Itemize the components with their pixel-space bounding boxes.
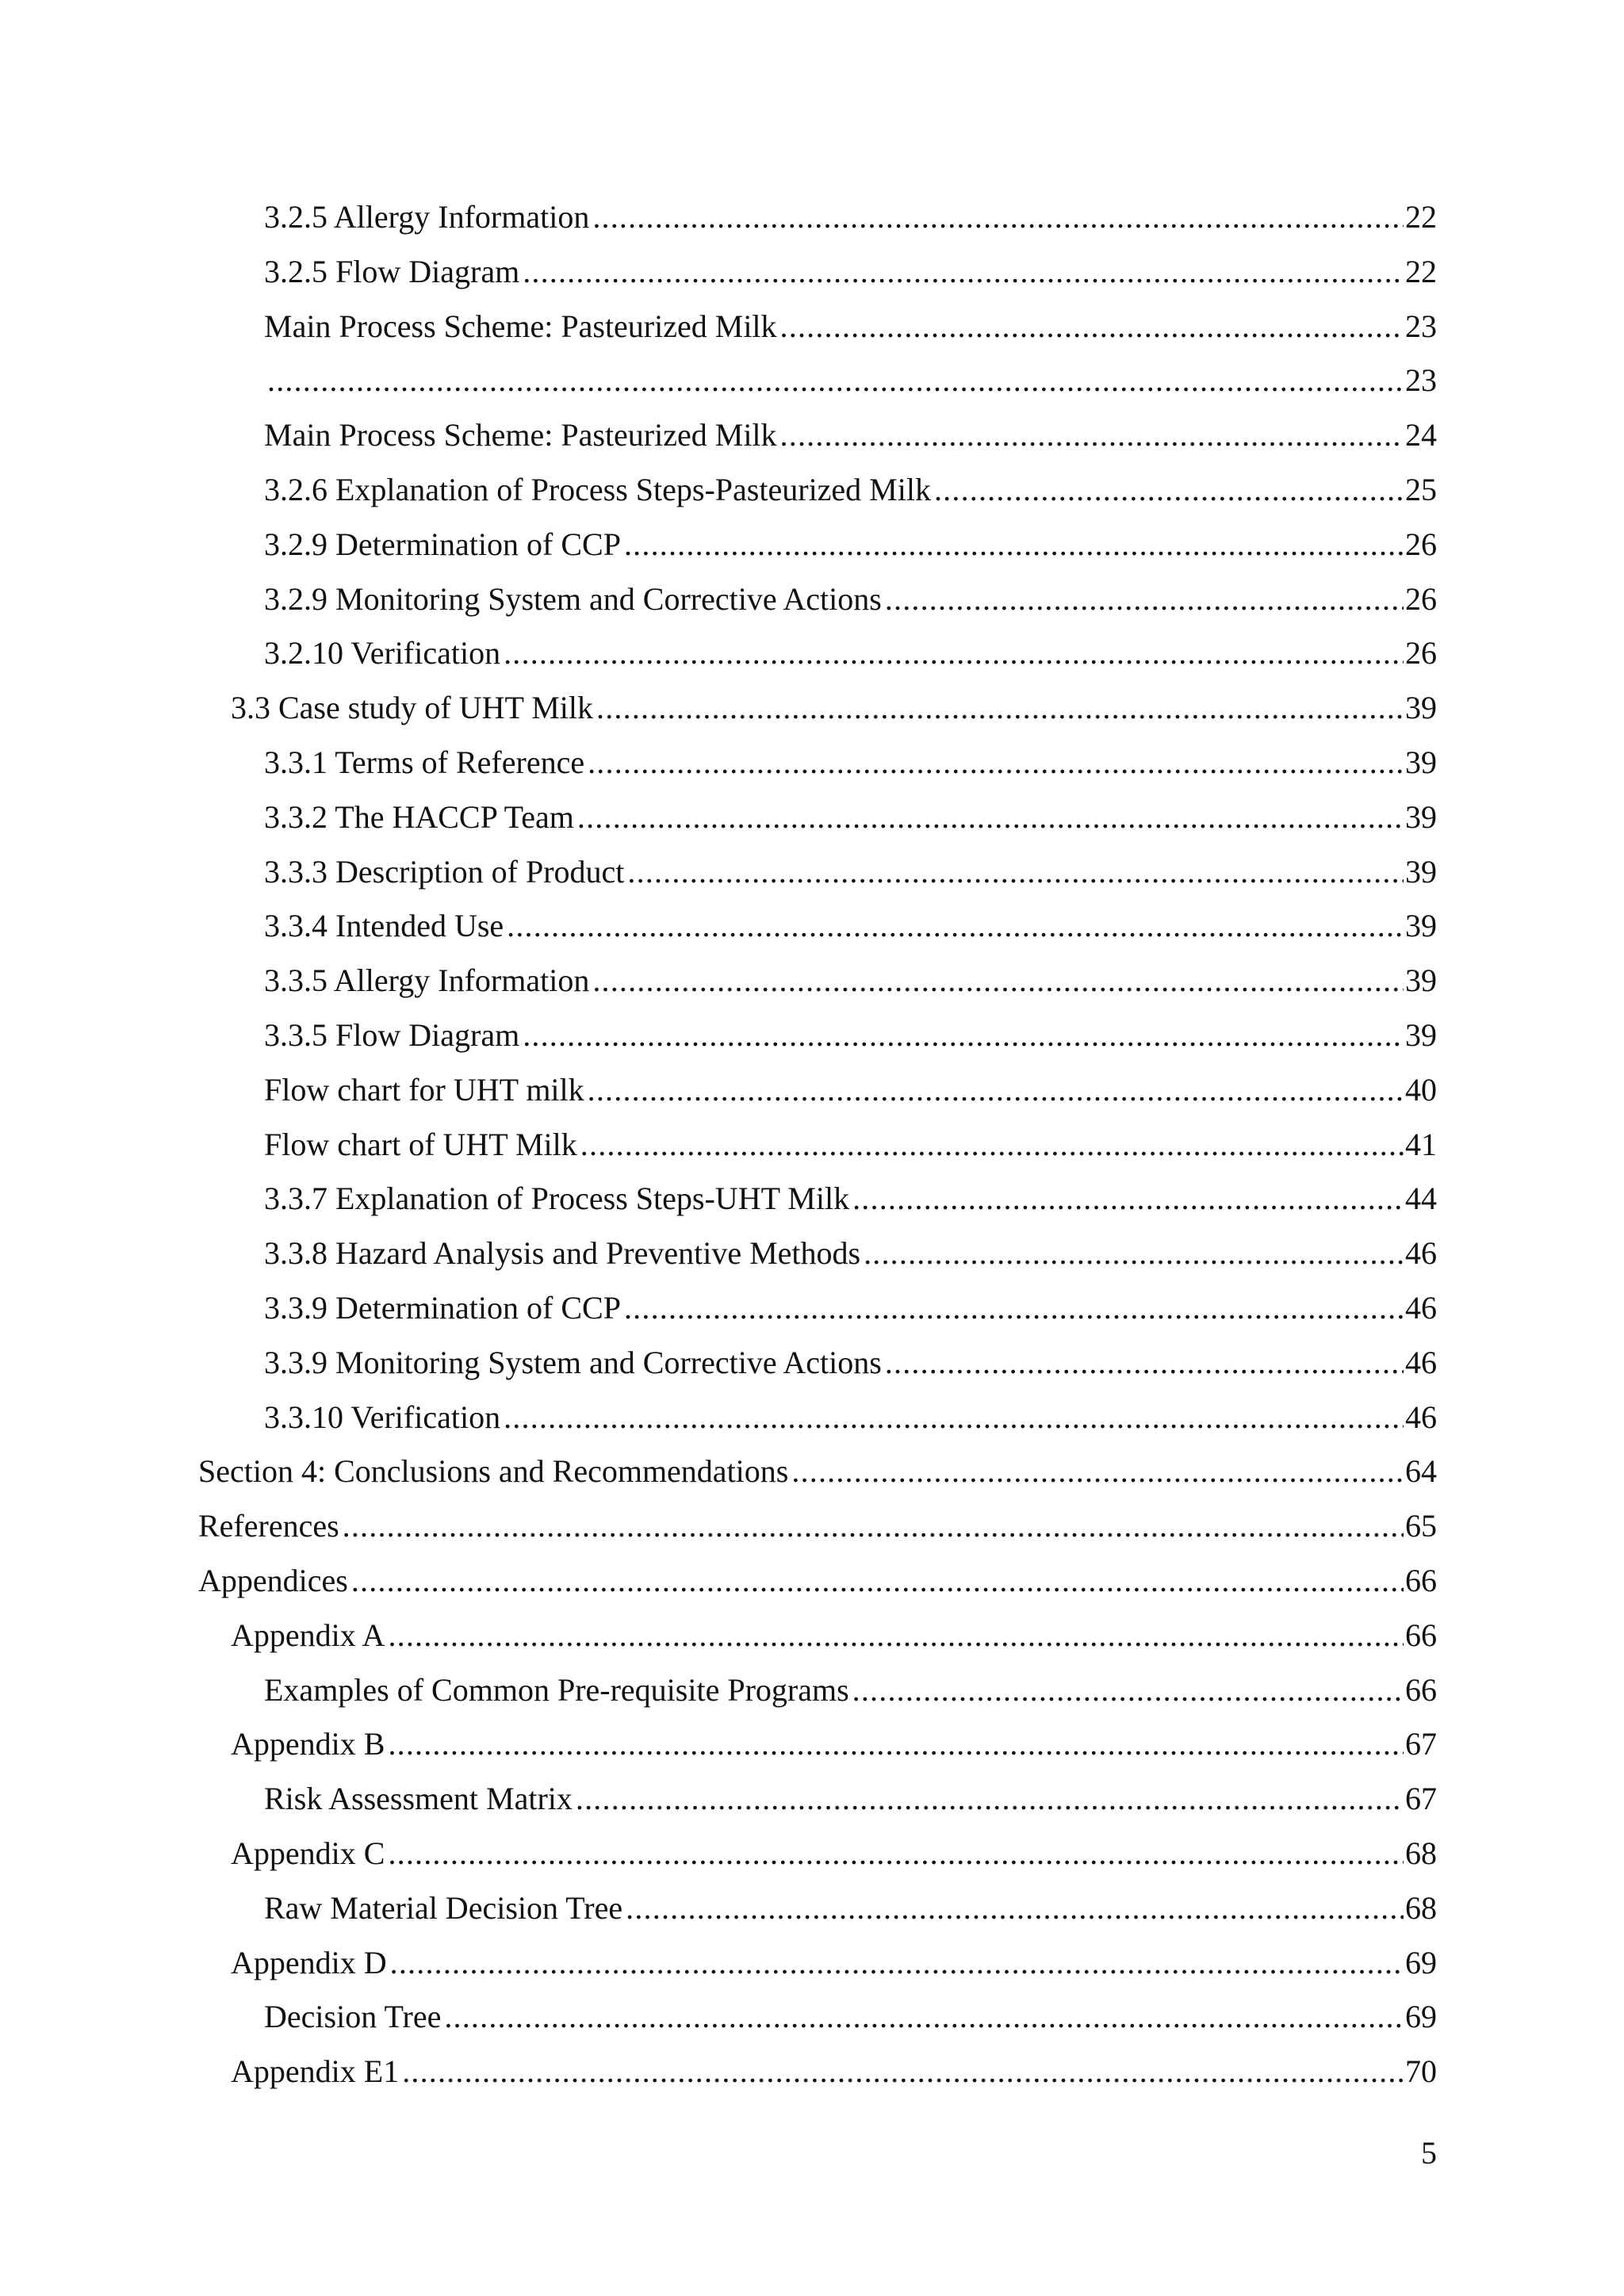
toc-entry-label: Decision Tree [264, 1999, 442, 2035]
toc-entry-page: 66 [1405, 1671, 1437, 1708]
toc-entry[interactable] [198, 736, 1437, 790]
dot-leader [864, 1226, 1404, 1281]
toc-entry-page: 40 [1405, 1071, 1437, 1108]
dot-leader [351, 1554, 1404, 1609]
toc-entry[interactable] [198, 681, 1437, 736]
toc-entry-page: 44 [1405, 1181, 1437, 1217]
toc-entry-page: 26 [1405, 580, 1437, 617]
toc-entry-page: 46 [1405, 1235, 1437, 1272]
toc-entry-page: 39 [1405, 962, 1437, 999]
toc-entry-label: Appendix C [231, 1835, 385, 1871]
toc-entry[interactable] [198, 1008, 1437, 1063]
toc-entry-label: 3.2.6 Explanation of Process Steps-Pasteurized Milk [264, 471, 931, 507]
dot-leader [885, 572, 1404, 627]
toc-entry[interactable] [198, 1663, 1437, 1718]
toc-entry-page: 46 [1405, 1344, 1437, 1380]
dot-leader [624, 1281, 1404, 1336]
dot-leader [343, 1499, 1404, 1554]
dot-leader [580, 1118, 1404, 1173]
toc-entry-label: Appendix B [231, 1726, 385, 1762]
toc-entry-page: 39 [1405, 853, 1437, 890]
dot-leader [390, 1936, 1404, 1991]
dot-leader [596, 681, 1404, 736]
toc-entry-label: 3.3.1 Terms of Reference [264, 744, 585, 780]
dot-leader [388, 1717, 1404, 1772]
toc-entry-label: 3.2.5 Flow Diagram [264, 253, 520, 289]
dot-leader [523, 245, 1404, 300]
dot-leader [507, 899, 1404, 954]
toc-entry[interactable] [198, 463, 1437, 518]
dot-leader [852, 1663, 1404, 1718]
toc-entry[interactable] [198, 1226, 1437, 1281]
toc-entry-label: 3.3.5 Flow Diagram [264, 1016, 520, 1053]
toc-entry-label: Examples of Common Pre-requisite Programs [264, 1671, 849, 1708]
toc-entry-label: 3.2.10 Verification [264, 635, 501, 672]
toc-entry-page: 39 [1405, 1016, 1437, 1053]
dot-leader [592, 190, 1404, 245]
toc-entry[interactable] [198, 1827, 1437, 1881]
toc-entry-page: 64 [1405, 1453, 1437, 1490]
dot-leader [388, 1609, 1404, 1663]
dot-leader [504, 1391, 1404, 1445]
toc-entry-page: 70 [1405, 2053, 1437, 2090]
dot-leader [934, 463, 1404, 518]
toc-entry-label: References [198, 1508, 339, 1544]
toc-entry[interactable] [198, 1717, 1437, 1772]
toc-entry-label: Appendix E1 [231, 2053, 400, 2090]
toc-entry-page: 25 [1405, 471, 1437, 507]
dot-leader [791, 1445, 1404, 1499]
toc-entry-page: 39 [1405, 744, 1437, 780]
toc-entry-page: 24 [1405, 417, 1437, 453]
dot-leader [780, 408, 1404, 463]
toc-entry[interactable] [198, 626, 1437, 681]
dot-leader [402, 2045, 1404, 2099]
toc-entry[interactable] [198, 2045, 1437, 2099]
toc-entry-label: Main Process Scheme: Pasteurized Milk [264, 308, 777, 344]
toc-entry[interactable] [198, 245, 1437, 300]
toc-entry-page: 67 [1405, 1726, 1437, 1762]
dot-leader [504, 626, 1404, 681]
toc-entry-page: 68 [1405, 1889, 1437, 1926]
toc-entry[interactable] [198, 1118, 1437, 1173]
dot-leader [780, 300, 1404, 354]
toc-entry-page: 23 [1405, 308, 1437, 344]
toc-entry-label: Raw Material Decision Tree [264, 1889, 623, 1926]
toc-entry[interactable] [198, 1990, 1437, 2045]
toc-entry-label: 3.3.3 Description of Product [264, 853, 625, 890]
toc-entry-label: 3.3.4 Intended Use [264, 908, 504, 944]
dot-leader [523, 1008, 1404, 1063]
toc-entry-page: 22 [1405, 199, 1437, 235]
toc-entry-page: 66 [1405, 1617, 1437, 1653]
toc-entry[interactable] [198, 899, 1437, 954]
toc-entry-label: Main Process Scheme: Pasteurized Milk [264, 417, 777, 453]
table-of-contents [198, 190, 1437, 2099]
toc-entry-label: 3.3.9 Determination of CCP [264, 1289, 621, 1326]
toc-entry-label: Appendix D [231, 1944, 387, 1980]
toc-entry[interactable] [198, 954, 1437, 1008]
toc-entry[interactable] [198, 1445, 1437, 1499]
toc-entry-page: 22 [1405, 253, 1437, 289]
toc-entry[interactable] [198, 300, 1437, 354]
toc-entry[interactable] [198, 1554, 1437, 1609]
dot-leader [852, 1172, 1404, 1226]
dot-leader [624, 518, 1404, 572]
toc-entry-page: 26 [1405, 526, 1437, 562]
dot-leader [267, 354, 1404, 408]
toc-entry-page: 39 [1405, 690, 1437, 726]
toc-entry[interactable] [198, 845, 1437, 900]
toc-entry-page: 68 [1405, 1835, 1437, 1871]
toc-entry[interactable] [198, 1063, 1437, 1118]
toc-entry-label: Section 4: Conclusions and Recommendations [198, 1453, 789, 1490]
toc-entry[interactable] [198, 572, 1437, 627]
toc-entry-label: 3.2.5 Allergy Information [264, 199, 590, 235]
toc-entry[interactable] [198, 408, 1437, 463]
toc-entry[interactable] [198, 354, 1437, 408]
toc-entry-page: 67 [1405, 1781, 1437, 1817]
toc-entry-page: 46 [1405, 1289, 1437, 1326]
toc-entry[interactable] [198, 1609, 1437, 1663]
toc-entry[interactable] [198, 1391, 1437, 1445]
toc-entry[interactable] [198, 1172, 1437, 1226]
toc-entry-page: 23 [1405, 362, 1437, 399]
dot-leader [588, 1063, 1404, 1118]
toc-entry-page: 26 [1405, 635, 1437, 672]
dot-leader [388, 1827, 1404, 1881]
toc-entry[interactable] [198, 190, 1437, 245]
toc-entry[interactable] [198, 790, 1437, 845]
toc-entry[interactable] [198, 1936, 1437, 1991]
toc-entry-label: 3.3.2 The HACCP Team [264, 798, 574, 835]
toc-entry-page: 69 [1405, 1999, 1437, 2035]
toc-entry-label: Appendices [198, 1562, 348, 1598]
dot-leader [626, 1881, 1404, 1936]
dot-leader [576, 1772, 1404, 1827]
toc-entry-page: 66 [1405, 1562, 1437, 1598]
toc-entry-label: Appendix A [231, 1617, 385, 1653]
toc-entry-page: 39 [1405, 798, 1437, 835]
toc-entry[interactable] [198, 1336, 1437, 1391]
toc-entry-page: 41 [1405, 1126, 1437, 1162]
toc-entry[interactable] [198, 1499, 1437, 1554]
toc-entry-page: 69 [1405, 1944, 1437, 1980]
toc-entry[interactable] [198, 1772, 1437, 1827]
toc-entry[interactable] [198, 1881, 1437, 1936]
toc-entry[interactable] [198, 1281, 1437, 1336]
toc-entry-label: 3.3.8 Hazard Analysis and Preventive Methods [264, 1235, 861, 1272]
toc-entry-label: 3.3.9 Monitoring System and Corrective Actions [264, 1344, 882, 1380]
toc-entry-label: Flow chart for UHT milk [264, 1071, 584, 1108]
toc-entry-label: 3.3.10 Verification [264, 1399, 501, 1435]
dot-leader [592, 954, 1404, 1008]
toc-entry-label: 3.3.7 Explanation of Process Steps-UHT Milk [264, 1181, 850, 1217]
toc-entry[interactable] [198, 518, 1437, 572]
toc-entry-label: 3.3 Case study of UHT Milk [231, 690, 594, 726]
dot-leader [627, 845, 1404, 900]
toc-entry-page: 46 [1405, 1399, 1437, 1435]
toc-entry-label: Risk Assessment Matrix [264, 1781, 573, 1817]
dot-leader [885, 1336, 1404, 1391]
toc-entry-label: Flow chart of UHT Milk [264, 1126, 577, 1162]
toc-entry-label: 3.2.9 Monitoring System and Corrective Actions [264, 580, 882, 617]
dot-leader [588, 736, 1404, 790]
toc-entry-label: 3.3.5 Allergy Information [264, 962, 590, 999]
dot-leader [444, 1990, 1404, 2045]
toc-entry-page: 65 [1405, 1508, 1437, 1544]
page-number: 5 [1421, 2135, 1437, 2171]
dot-leader [577, 790, 1404, 845]
toc-entry-label: 3.2.9 Determination of CCP [264, 526, 621, 562]
toc-entry-page: 39 [1405, 908, 1437, 944]
